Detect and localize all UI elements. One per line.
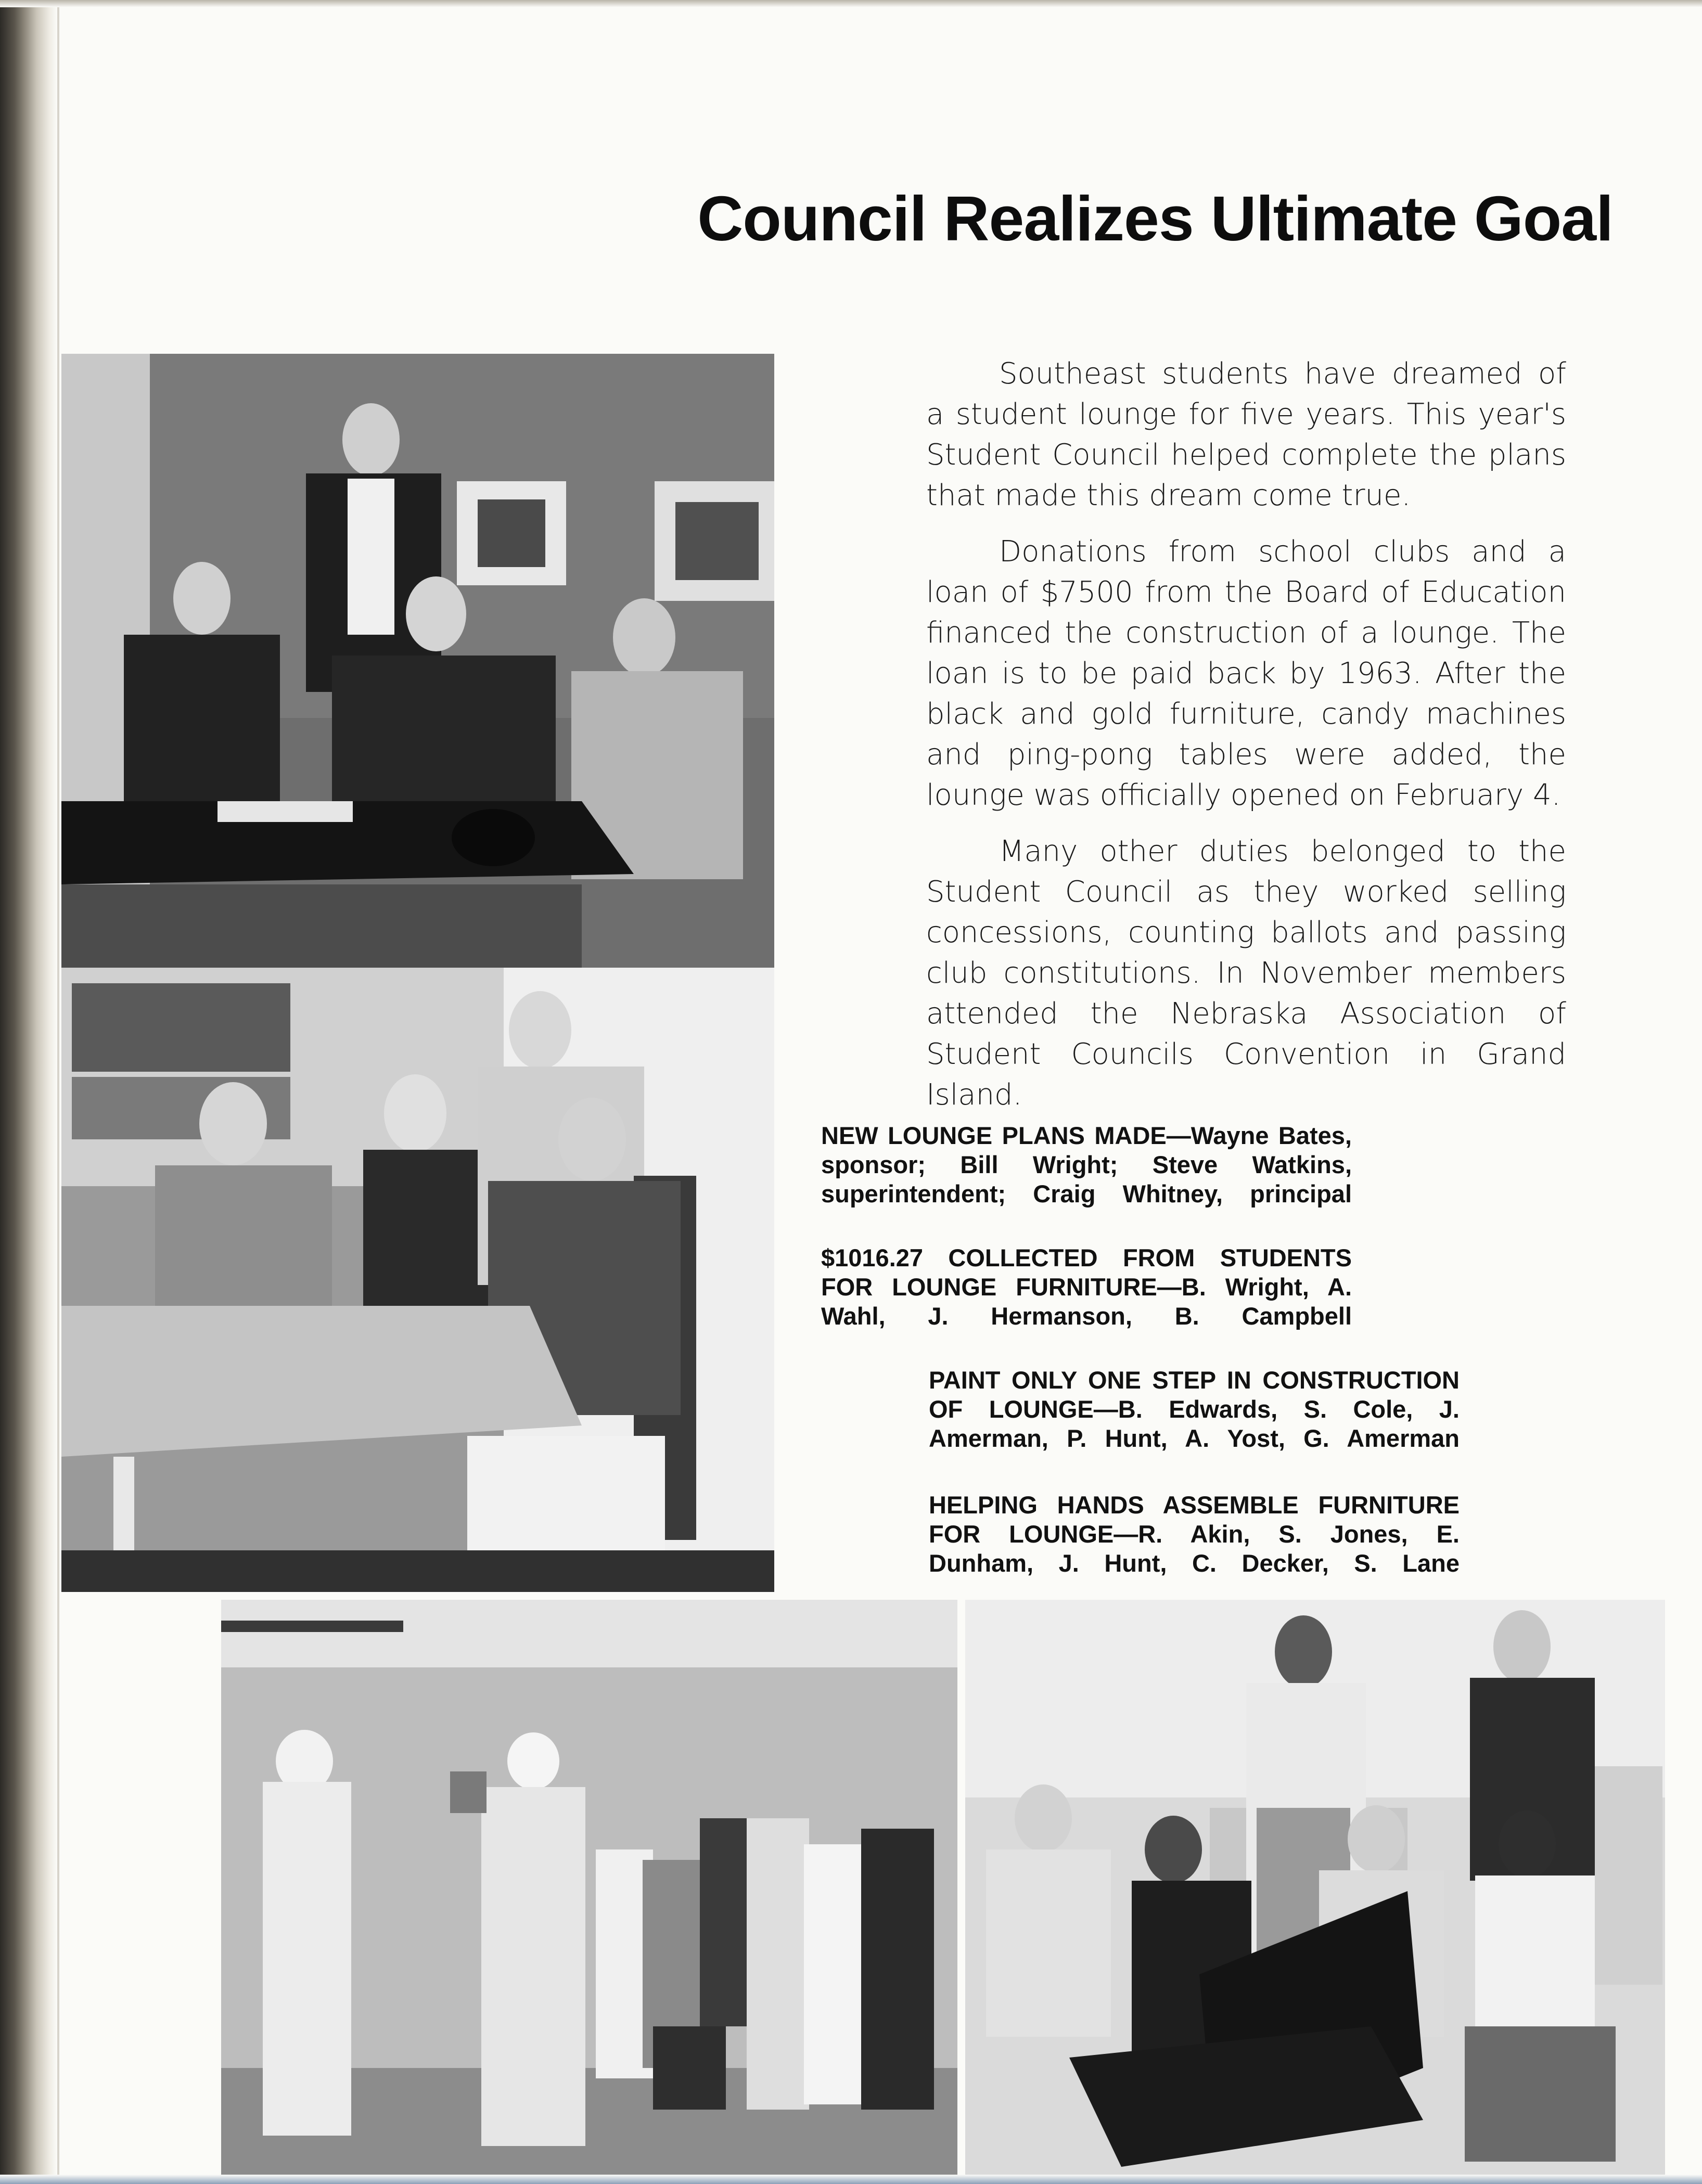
photo-lounge-plans-meeting [61, 354, 774, 968]
article-body [926, 354, 1566, 1131]
page-gutter-line [57, 0, 59, 2184]
book-spine-shadow [0, 0, 57, 2184]
article-paragraph-2: Donations from school clubs and a loan of $7500 from the Board of Education financed the construction of a lounge. The loan is to be paid back by 1963. After the black and gold furniture, candy machines and ping-pong tables were added, the lounge was officially opened on February 4. [926, 535, 1566, 812]
caption-assembling: HELPING HANDS ASSEMBLE FURNITURE FOR LOUNGE—R. Akin, S. Jones, E. Dunham, J. Hunt, C. Decker, S. Lane [929, 1491, 1460, 1577]
photo-assembling-furniture [965, 1600, 1665, 2175]
caption-painting: PAINT ONLY ONE STEP IN CONSTRUCTION OF LOUNGE—B. Edwards, S. Cole, J. Amerman, P. Hunt, A. Yost, G. Amerman [929, 1366, 1460, 1452]
caption-lounge-plans: NEW LOUNGE PLANS MADE—Wayne Bates, sponsor; Bill Wright; Steve Watkins, superintendent; Craig Whitney, principal [821, 1122, 1352, 1207]
article-paragraph-3: Many other duties belonged to the Student Council as they worked selling concessions, counting ballots and passing club constitutions. In November members attended the Nebraska Association of Student Councils Convention in Grand Island. [926, 834, 1566, 1112]
article-paragraph-1: Southeast students have dreamed of a student lounge for five years. This year's Student Council helped complete the plans that made this dream come true. [926, 357, 1566, 512]
page-title: Council Realizes Ultimate Goal [697, 183, 1613, 254]
page-bottom-edge [0, 2175, 1702, 2184]
photo-collecting-money [61, 968, 774, 1592]
photo-painting-lounge [221, 1600, 957, 2175]
caption-money-collected: $1016.27 COLLECTED FROM STUDENTS FOR LOUNGE FURNITURE—B. Wright, A. Wahl, J. Hermanson, B. Campbell [821, 1244, 1352, 1330]
page-top-edge [0, 0, 1702, 7]
